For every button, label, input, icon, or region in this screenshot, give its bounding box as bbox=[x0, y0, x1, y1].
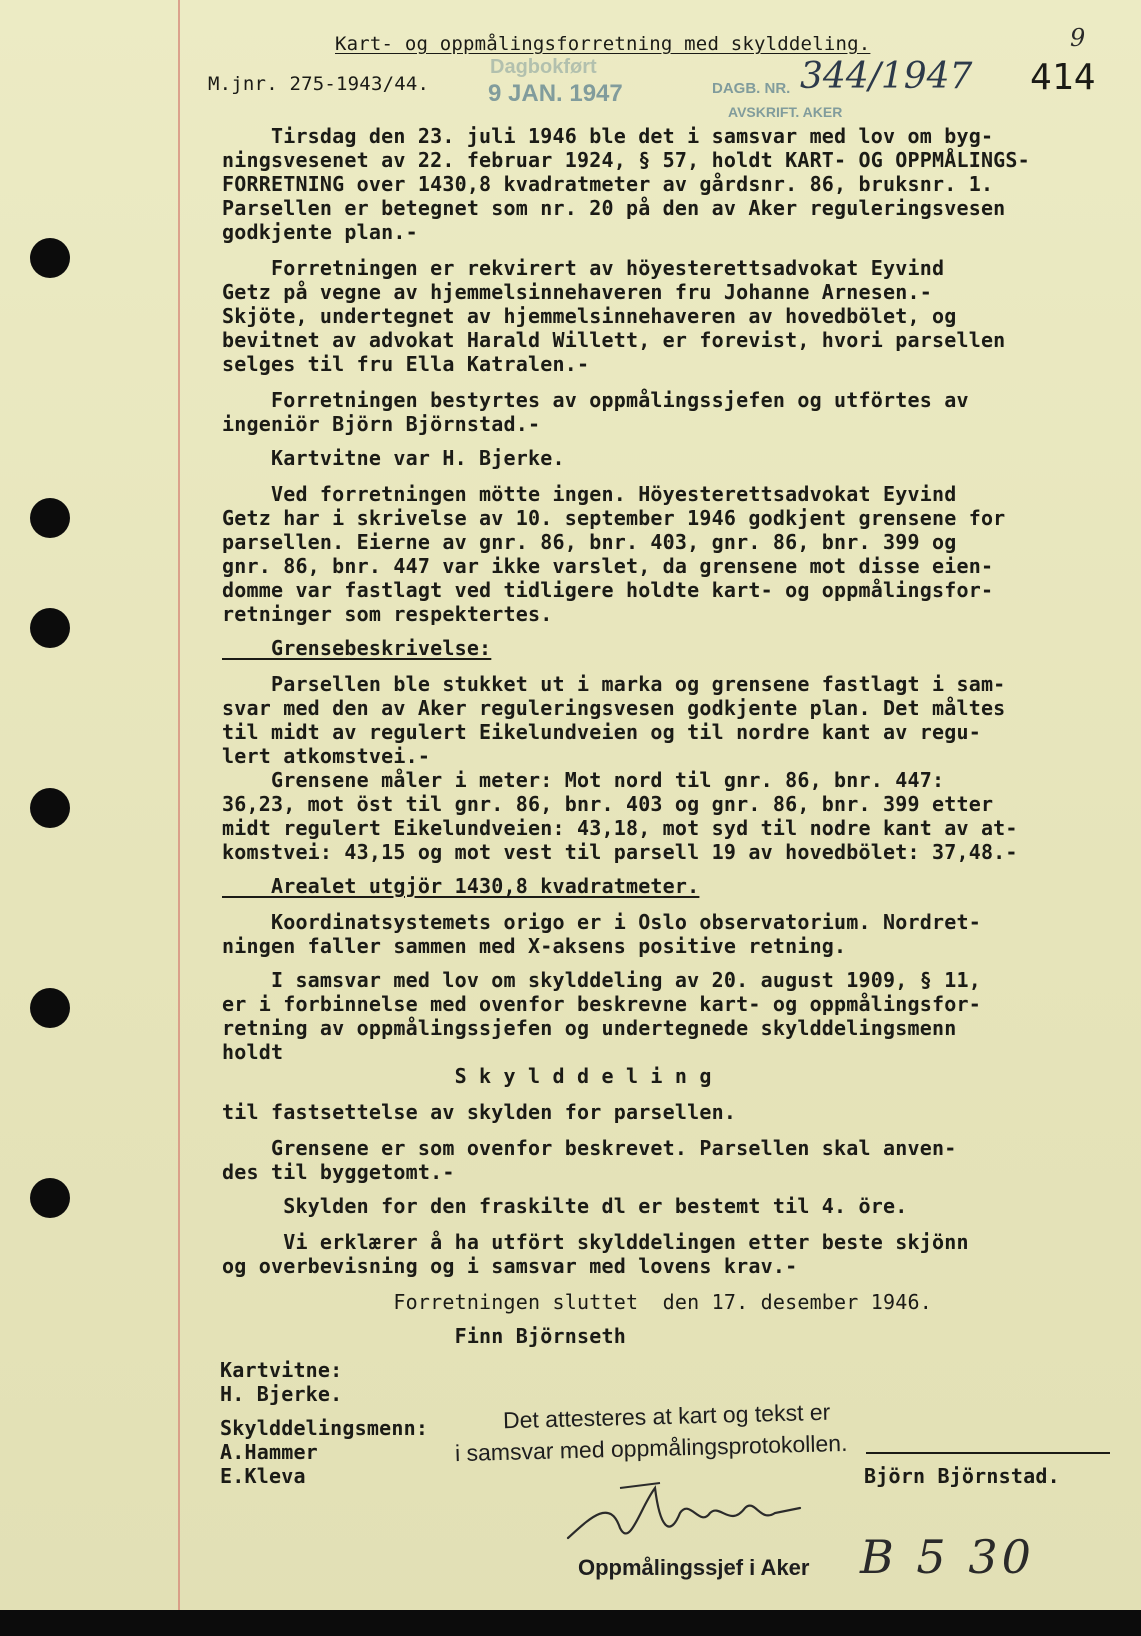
body-line: ningsvesenet av 22. februar 1924, § 57, holdt KART- OG OPPMÅLINGS- bbox=[222, 148, 1030, 172]
body-line: komstvei: 43,15 og mot vest til parsell 19 av hovedbölet: 37,48.- bbox=[222, 840, 1018, 864]
body-line: Forretningen er rekvirert av höyesterettsadvokat Eyvind bbox=[222, 256, 945, 280]
kartvitne-name: H. Bjerke. bbox=[220, 1382, 343, 1406]
handwritten-signature bbox=[560, 1468, 810, 1558]
body-line: parsellen. Eierne av gnr. 86, bnr. 403, gnr. 86, bnr. 399 og bbox=[222, 530, 957, 554]
margin-rule bbox=[178, 0, 180, 1636]
body-line: Grensene måler i meter: Mot nord til gnr. 86, bnr. 447: bbox=[222, 768, 945, 792]
body-line: Vi erklærer å ha utfört skylddelingen etter beste skjönn bbox=[222, 1230, 969, 1254]
punch-hole bbox=[30, 788, 70, 828]
section-heading-skylddeling: S k y l d d e l i n g bbox=[222, 1064, 712, 1088]
body-line: Grensene er som ovenfor beskrevet. Parsellen skal anven- bbox=[222, 1136, 957, 1160]
body-line: lert atkomstvei.- bbox=[222, 744, 431, 768]
page-number-superscript: 9 bbox=[1070, 24, 1086, 52]
closing-date: Forretningen sluttet den 17. desember 1946. bbox=[222, 1290, 932, 1314]
punch-hole bbox=[30, 498, 70, 538]
stamp-dagb-nr-label: DAGB. NR. bbox=[712, 80, 791, 97]
body-line: ningen faller sammen med X-aksens positive retning. bbox=[222, 934, 847, 958]
stamp-date: 9 JAN. 1947 bbox=[488, 80, 623, 107]
body-line: Tirsdag den 23. juli 1946 ble det i samsvar med lov om byg- bbox=[222, 124, 994, 148]
stamp-dagbokfort: Dagbokført bbox=[490, 56, 597, 78]
journal-number: M.jnr. 275-1943/44. bbox=[208, 73, 430, 95]
body-line: Getz har i skrivelse av 10. september 1946 godkjent grensene for bbox=[222, 506, 1006, 530]
section-heading: Grensebeskrivelse: bbox=[222, 636, 492, 660]
body-line: Kartvitne var H. Bjerke. bbox=[222, 446, 565, 470]
body-line: selges til fru Ella Katralen.- bbox=[222, 352, 590, 376]
scan-border bbox=[0, 1610, 1141, 1636]
skylddelingsmann-2: E.Kleva bbox=[220, 1464, 306, 1488]
body-line: Skylden for den fraskilte dl er bestemt til 4. öre. bbox=[222, 1194, 908, 1218]
body-line: Getz på vegne av hjemmelsinnehaveren fru Johanne Arnesen.- bbox=[222, 280, 932, 304]
body-line: og overbevisning og i samsvar med lovens krav.- bbox=[222, 1254, 798, 1278]
body-line: Parsellen ble stukket ut i marka og grensene fastlagt i sam- bbox=[222, 672, 1006, 696]
signature-rule bbox=[866, 1452, 1110, 1454]
body-line: Skjöte, undertegnet av hjemmelsinnehaveren av hovedbölet, og bbox=[222, 304, 957, 328]
signatory-name: Finn Björnseth bbox=[222, 1324, 626, 1348]
body-line: Parsellen er betegnet som nr. 20 på den av Aker reguleringsvesen bbox=[222, 196, 1006, 220]
body-line: midt regulert Eikelundveien: 43,18, mot syd til nodre kant av at- bbox=[222, 816, 1018, 840]
attestation-line-1: Det attesteres at kart og tekst er bbox=[502, 1398, 831, 1434]
body-line: godkjente plan.- bbox=[222, 220, 418, 244]
document-title: Kart- og oppmålingsforretning med skylddeling. bbox=[335, 33, 871, 55]
punch-hole bbox=[30, 238, 70, 278]
surveyor-name: Björn Björnstad. bbox=[864, 1464, 1060, 1488]
area-statement: Arealet utgjör 1430,8 kvadratmeter. bbox=[222, 874, 700, 898]
punch-hole bbox=[30, 988, 70, 1028]
body-line: des til byggetomt.- bbox=[222, 1160, 455, 1184]
handwritten-note: B 5 30 bbox=[860, 1530, 1035, 1584]
body-line: er i forbinnelse med ovenfor beskrevne kart- og oppmålingsfor- bbox=[222, 992, 981, 1016]
body-line: bevitnet av advokat Harald Willett, er forevist, hvori parsellen bbox=[222, 328, 1006, 352]
body-line: FORRETNING over 1430,8 kvadratmeter av gårdsnr. 86, bruksnr. 1. bbox=[222, 172, 994, 196]
skylddelingsmenn-label: Skylddelingsmenn: bbox=[220, 1416, 429, 1440]
stamp-dagb-nr-value: 344/1947 bbox=[800, 56, 973, 97]
page-number: 414 bbox=[1030, 57, 1096, 98]
kartvitne-label: Kartvitne: bbox=[220, 1358, 343, 1382]
skylddelingsmann-1: A.Hammer bbox=[220, 1440, 318, 1464]
body-line: til midt av regulert Eikelundveien og til nordre kant av regu- bbox=[222, 720, 981, 744]
body-line: domme var fastlagt ved tidligere holdte kart- og oppmålingsfor- bbox=[222, 578, 994, 602]
body-line: gnr. 86, bnr. 447 var ikke varslet, da grensene mot disse eien- bbox=[222, 554, 994, 578]
body-line: retning av oppmålingssjefen og undertegnede skylddelingsmenn bbox=[222, 1016, 957, 1040]
punch-hole bbox=[30, 608, 70, 648]
body-line: Koordinatsystemets origo er i Oslo observatorium. Nordret- bbox=[222, 910, 981, 934]
body-line: holdt bbox=[222, 1040, 284, 1064]
body-line: Ved forretningen mötte ingen. Höyesterettsadvokat Eyvind bbox=[222, 482, 957, 506]
body-line: I samsvar med lov om skylddeling av 20. august 1909, § 11, bbox=[222, 968, 981, 992]
body-line: til fastsettelse av skylden for parsellen. bbox=[222, 1100, 737, 1124]
stamp-avskrift: AVSKRIFT. AKER bbox=[728, 104, 843, 120]
body-line: Forretningen bestyrtes av oppmålingssjefen og utförtes av bbox=[222, 388, 969, 412]
body-line: ingeniör Björn Björnstad.- bbox=[222, 412, 541, 436]
office-stamp: Oppmålingssjef i Aker bbox=[578, 1555, 810, 1580]
punch-hole bbox=[30, 1178, 70, 1218]
body-line: 36,23, mot öst til gnr. 86, bnr. 403 og gnr. 86, bnr. 399 etter bbox=[222, 792, 994, 816]
body-line: retninger som respektertes. bbox=[222, 602, 553, 626]
body-line: svar med den av Aker reguleringsvesen godkjente plan. Det måltes bbox=[222, 696, 1006, 720]
attestation-line-2: i samsvar med oppmålingsprotokollen. bbox=[454, 1429, 848, 1467]
